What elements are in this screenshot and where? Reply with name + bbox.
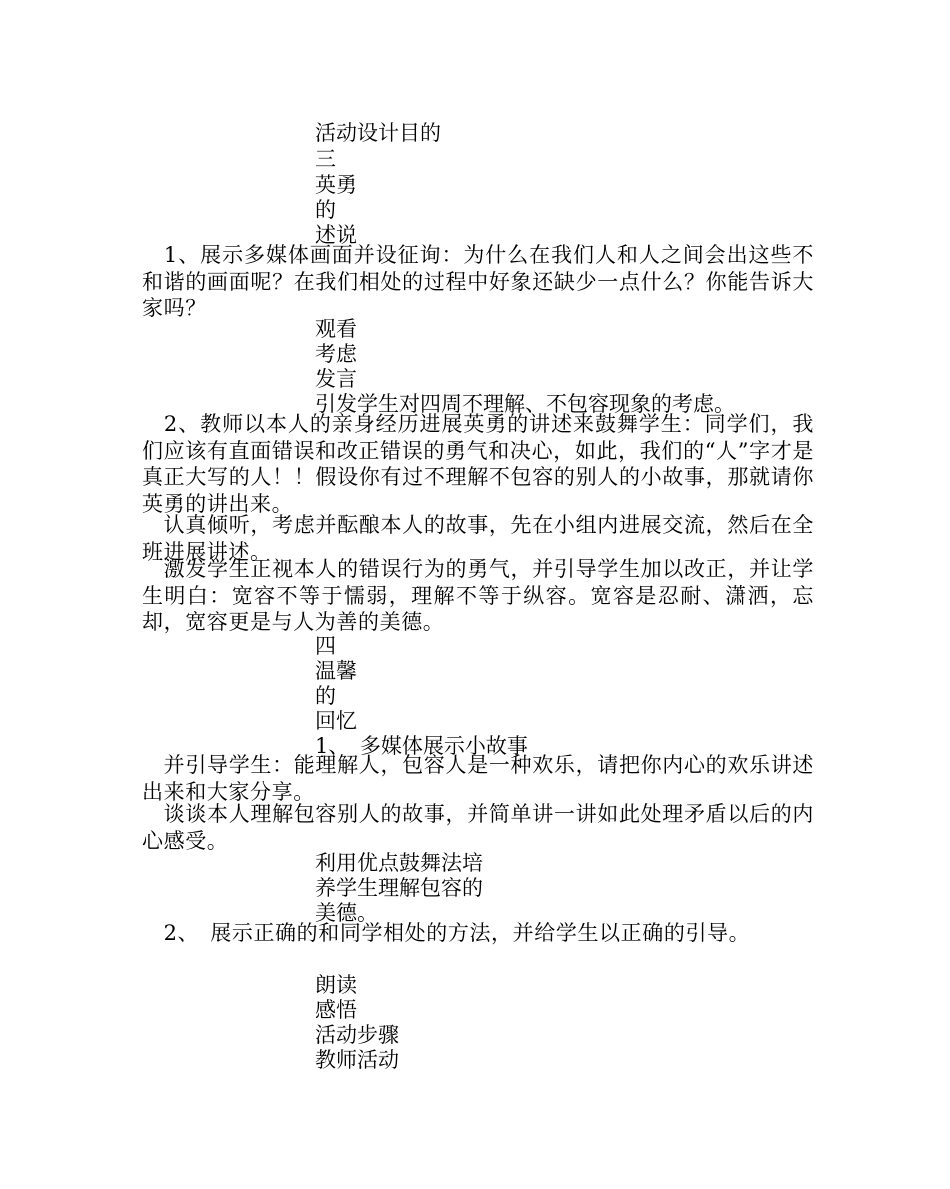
purpose-line-1: 利用优点鼓舞法培 [315,851,483,875]
section-title-line-1: 英勇 [315,173,357,197]
section-four-title-line-2: 的 [315,684,336,708]
purpose-line-2: 养学生理解包容的 [315,876,483,900]
activity-speak: 发言 [315,367,357,391]
purpose-line: 引发学生对四周不理解、不包容现象的考虑。 [315,392,735,416]
heading-activity-purpose: 活动设计目的 [315,121,441,145]
paragraph-correct-methods: 2、 展示正确的和同学相处的方法，并给学生以正确的引导。 [142,921,751,945]
heading-teacher-activity: 教师活动 [315,1048,399,1072]
purpose-line-3: 美德。 [315,901,378,925]
paragraph-listen-share: 认真倾听，考虑并酝酿本人的故事，先在小组内进展交流，然后在全班进展讲述。 [142,513,814,564]
section-four-title-line-1: 温馨 [315,659,357,683]
section-number-three: 三 [315,147,336,171]
heading-activity-steps: 活动步骤 [315,1023,399,1047]
section-title-line-3: 述说 [315,223,357,247]
section-number-four: 四 [315,634,336,658]
paragraph-share-joy: 并引导学生：能理解人，包容人是一种欢乐，请把你内心的欢乐讲述出来和大家分享。 [142,753,814,804]
paragraph-teacher-story: 2、教师以本人的亲身经历进展英勇的讲述来鼓舞学生：同学们，我们应该有直面错误和改正错误的勇气和决心，如此，我们的“人”字才是真正大写的人！！假设你有过不理解不包容的别人的小故事，那就请你英勇的讲出来。 [142,412,814,516]
activity-read-aloud: 朗读 [315,973,357,997]
paragraph-tell-story: 谈谈本人理解包容别人的故事，并简单讲一讲如此处理矛盾以后的内心感受。 [142,802,814,853]
activity-reflect: 感悟 [315,998,357,1022]
section-four-title-line-3: 回忆 [315,709,357,733]
activity-watch: 观看 [315,317,357,341]
step-multimedia-story: 1、 多媒体展示小故事 [315,734,528,758]
activity-think: 考虑 [315,342,357,366]
section-title-line-2: 的 [315,198,336,222]
paragraph-courage: 激发学生正视本人的错误行为的勇气，并引导学生加以改正，并让学生明白：宽容不等于懦弱，理解不等于纵容。宽容是忍耐、潇洒，忘却，宽容更是与人为善的美德。 [142,557,814,635]
paragraph-multimedia-question: 1、展示多媒体画面并设征询：为什么在我们人和人之间会出这些不和谐的画面呢？在我们相处的过程中好象还缺少一点什么？你能告诉大家吗？ [142,243,814,321]
